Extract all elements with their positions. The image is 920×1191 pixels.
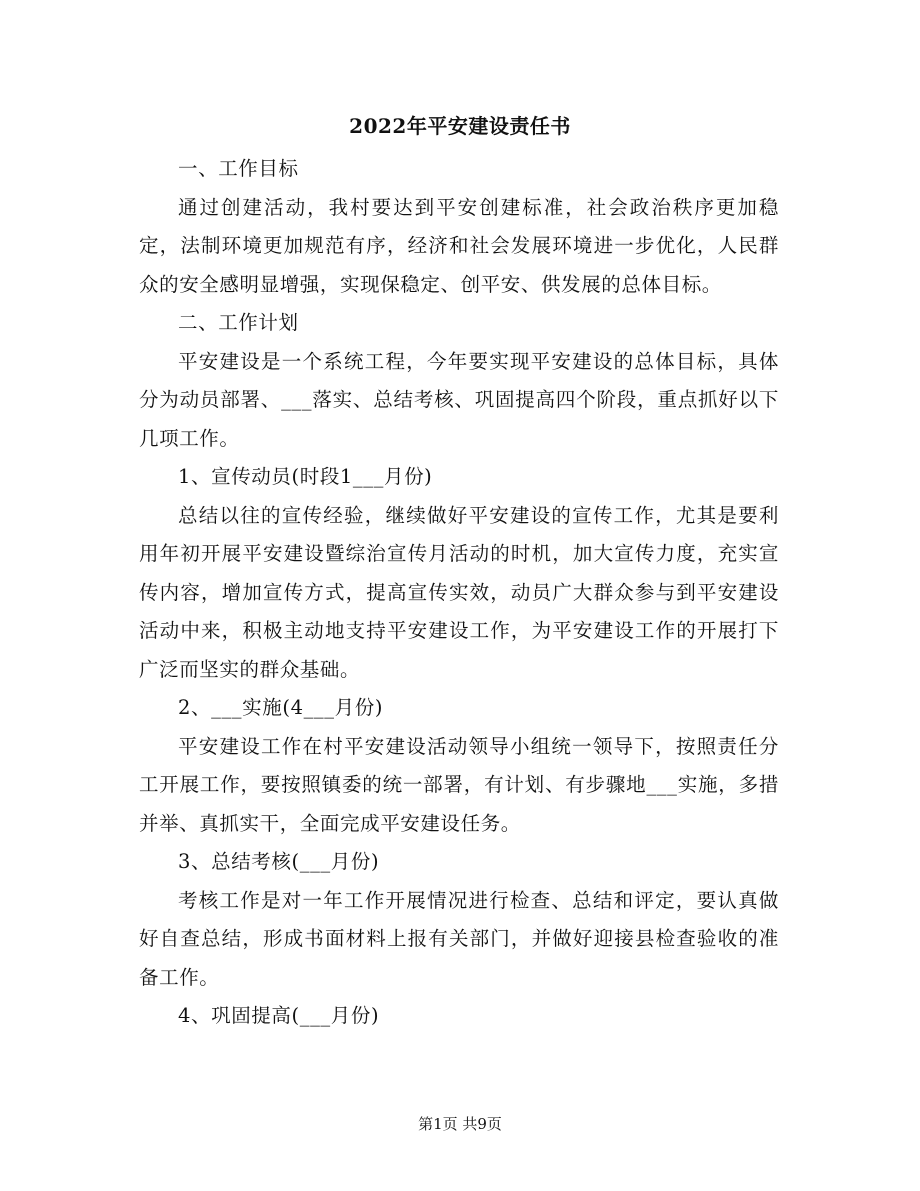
section-heading-plan: 二、工作计划 [178, 311, 299, 334]
subheading-assessment: 3、总结考核(___月份) [178, 850, 380, 873]
paragraph-publicity: 总结以往的宣传经验，继续做好平安建设的宣传工作，尤其是要利用年初开展平安建设暨综治宣传月活动的时机，加大宣传力度，充实宣传内容，增加宣传方式，提高宣传实效，动员广大群众参与到平安建设活动中来，积极主动地支持平安建设工作，为平安建设工作的开展打下广泛而坚实的群众基础。 [139, 503, 779, 681]
paragraph-goals: 通过创建活动，我村要达到平安创建标准，社会政治秩序更加稳定，法制环境更加规范有序，经济和社会发展环境进一步优化，人民群众的安全感明显增强，实现保稳定、创平安、供发展的总体目标。 [139, 195, 779, 296]
subheading-consolidation: 4、巩固提高(___月份) [178, 1004, 380, 1027]
document-body [139, 150, 779, 1036]
subheading-implementation: 2、___实施(4___月份) [178, 696, 384, 719]
section-heading-goals: 一、工作目标 [178, 157, 299, 180]
paragraph-implementation: 平安建设工作在村平安建设活动领导小组统一领导下，按照责任分工开展工作，要按照镇委的统一部署，有计划、有步骤地___实施，多措并举、真抓实干，全面完成平安建设任务。 [139, 734, 779, 835]
page-number-footer: 第1页 共9页 [418, 1115, 502, 1133]
paragraph-assessment: 考核工作是对一年工作开展情况进行检查、总结和评定，要认真做好自查总结，形成书面材料上报有关部门，并做好迎接县检查验收的准备工作。 [139, 888, 779, 989]
paragraph-plan-overview: 平安建设是一个系统工程，今年要实现平安建设的总体目标，具体分为动员部署、___落实、总结考核、巩固提高四个阶段，重点抓好以下几项工作。 [139, 349, 779, 450]
subheading-publicity: 1、宣传动员(时段1___月份) [178, 465, 433, 488]
document-title: 2022年平安建设责任书 [349, 114, 571, 138]
